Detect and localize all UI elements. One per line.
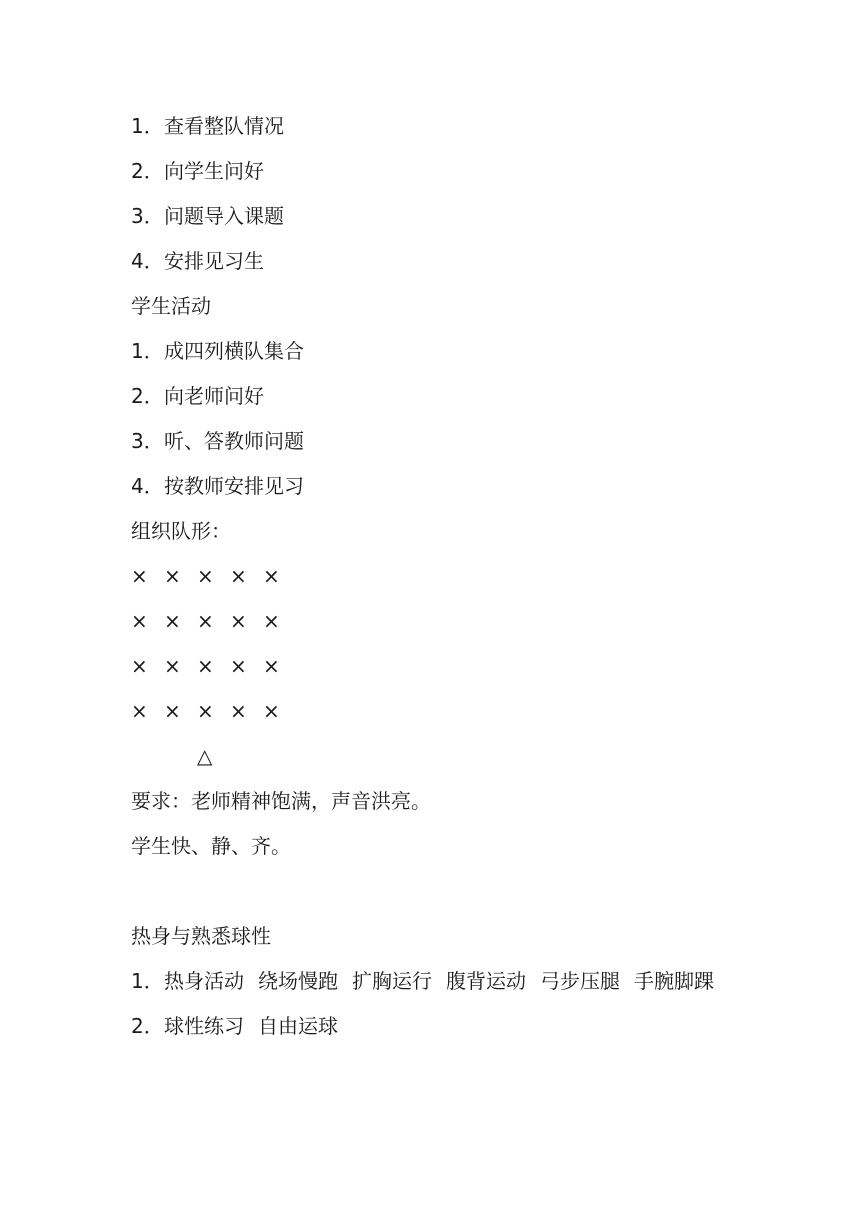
list-text: 听、答教师问题 — [164, 429, 304, 453]
teacher-step-2 — [131, 149, 741, 194]
student-step-4 — [131, 464, 741, 509]
list-text: 向学生问好 — [164, 159, 264, 183]
student-step-2 — [131, 374, 741, 419]
list-text: 按教师安排见习 — [164, 474, 304, 498]
blank-line — [131, 869, 741, 914]
formation-row — [131, 554, 741, 599]
student-mark: × — [164, 564, 181, 588]
list-number: 1． — [131, 339, 164, 363]
list-text: 成四列横队集合 — [164, 339, 304, 363]
student-mark: × — [164, 699, 181, 723]
warmup-label: 球性练习 — [164, 1014, 244, 1038]
student-mark: × — [230, 699, 247, 723]
list-text: 问题导入课题 — [164, 204, 284, 228]
formation-row — [131, 689, 741, 734]
formation-heading: 组织队形： — [131, 519, 231, 543]
teacher-step-1 — [131, 104, 741, 149]
teacher-step-3 — [131, 194, 741, 239]
student-activity-heading: 学生活动 — [131, 294, 211, 318]
warmup-part: 弓步压腿 — [540, 969, 620, 993]
student-mark: × — [197, 654, 214, 678]
student-mark: × — [197, 609, 214, 633]
student-mark: × — [230, 564, 247, 588]
document-page — [131, 104, 741, 1049]
list-text: 向老师问好 — [164, 384, 264, 408]
requirement-student: 学生快、静、齐。 — [131, 834, 291, 858]
warmup-item-2 — [131, 1004, 741, 1049]
formation-row — [131, 599, 741, 644]
student-mark: × — [263, 564, 280, 588]
warmup-part: 腹背运动 — [446, 969, 526, 993]
student-mark: × — [131, 564, 148, 588]
formation-row — [131, 644, 741, 689]
list-number: 2． — [131, 1014, 164, 1038]
student-mark: × — [263, 609, 280, 633]
student-mark: × — [164, 609, 181, 633]
list-number: 1． — [131, 114, 164, 138]
student-mark: × — [263, 699, 280, 723]
list-number: 1． — [131, 969, 164, 993]
warmup-part: 自由运球 — [258, 1014, 338, 1038]
warmup-heading: 热身与熟悉球性 — [131, 924, 271, 948]
student-step-3 — [131, 419, 741, 464]
warmup-part: 扩胸运行 — [352, 969, 432, 993]
student-mark: × — [263, 654, 280, 678]
student-mark: × — [197, 699, 214, 723]
list-number: 4． — [131, 249, 164, 273]
student-mark: × — [230, 654, 247, 678]
list-text: 查看整队情况 — [164, 114, 284, 138]
student-step-1 — [131, 329, 741, 374]
requirement-teacher: 要求：老师精神饱满，声音洪亮。 — [131, 789, 431, 813]
list-number: 2． — [131, 159, 164, 183]
list-text: 安排见习生 — [164, 249, 264, 273]
list-number: 3． — [131, 429, 164, 453]
teacher-position-mark: △ — [197, 744, 213, 768]
warmup-part: 手腕脚踝 — [634, 969, 714, 993]
student-mark: × — [131, 699, 148, 723]
list-number: 3． — [131, 204, 164, 228]
student-mark: × — [197, 564, 214, 588]
student-mark: × — [131, 654, 148, 678]
warmup-item-1 — [131, 959, 741, 1004]
warmup-label: 热身活动 — [164, 969, 244, 993]
list-number: 2． — [131, 384, 164, 408]
student-mark: × — [131, 609, 148, 633]
list-number: 4． — [131, 474, 164, 498]
student-mark: × — [230, 609, 247, 633]
warmup-part: 绕场慢跑 — [258, 969, 338, 993]
teacher-step-4 — [131, 239, 741, 284]
student-mark: × — [164, 654, 181, 678]
